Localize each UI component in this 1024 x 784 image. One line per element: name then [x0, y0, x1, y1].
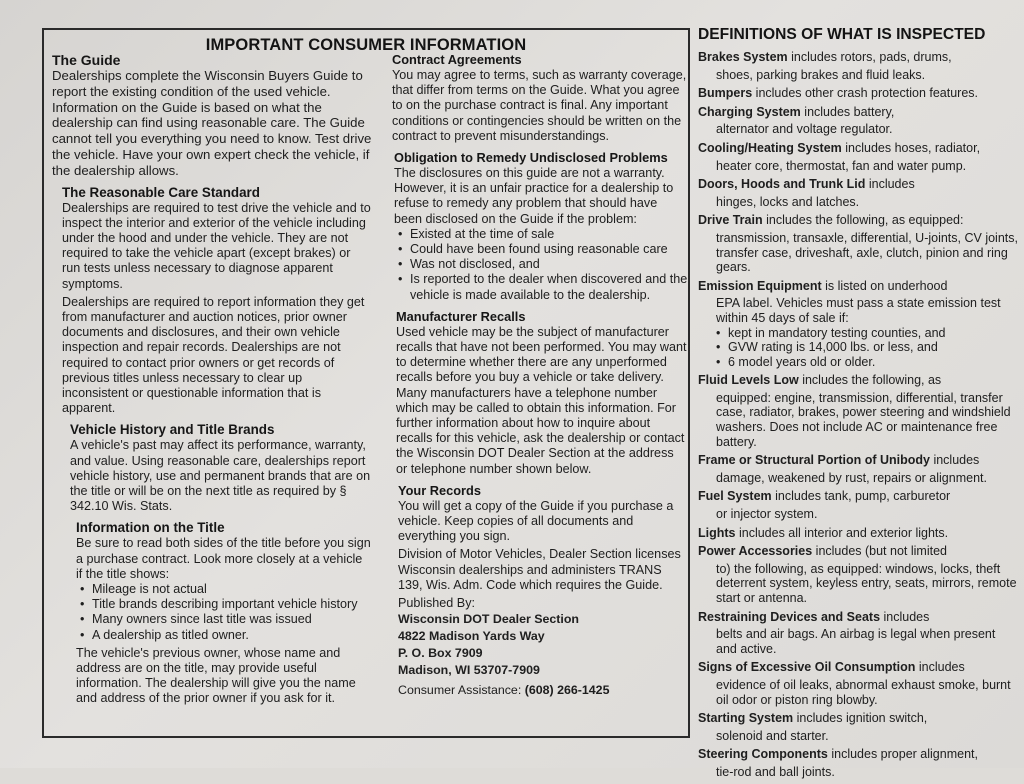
definitions-title: DEFINITIONS OF WHAT IS INSPECTED	[698, 26, 986, 43]
remedy-bullets	[394, 227, 688, 303]
text-remedy: The disclosures on this guide are not a warranty. However, it is an unfair practice for a dealership to refuse to remedy any problem that should have been disclosed on the Guide if the problem:	[394, 166, 674, 226]
assist-phone: (608) 266-1425	[524, 683, 610, 698]
def-cont: to) the following, as equipped: windows, locks, theft deterrent system, keyless entry, seats, mirrors, remote start or antenna.	[716, 561, 1017, 605]
def-text: includes tank, pump, carburetor	[771, 489, 951, 504]
def-drive-train	[698, 213, 1018, 274]
list-item: • Is reported to the dealer when discovered and the vehicle is made available to the dealership.	[408, 272, 688, 302]
def-cont: heater core, thermostat, fan and water pump.	[716, 158, 967, 173]
title-bullets	[76, 582, 372, 643]
def-steering	[698, 747, 1018, 779]
def-cont: hinges, locks and latches.	[716, 194, 860, 209]
def-frame	[698, 453, 1018, 485]
address-line-4: Madison, WI 53707-7909	[398, 663, 540, 678]
def-charging	[698, 105, 1018, 137]
def-cont: equipped: engine, transmission, differential, transfer case, radiator, brakes, power steering and windshield washers. Does not include AC or maintenance free battery.	[716, 390, 1011, 449]
list-item: • 6 model years old or older.	[726, 355, 1018, 370]
def-cont: solenoid and starter.	[716, 728, 829, 743]
def-emission	[698, 279, 1018, 370]
def-power-accessories	[698, 544, 1018, 605]
def-cont: EPA label. Vehicles must pass a state emission test within 45 days of sale if:	[716, 296, 1001, 325]
section-vehicle-history	[52, 422, 372, 514]
def-cont: or injector system.	[716, 507, 818, 522]
section-remedy	[392, 150, 688, 303]
def-text: includes the following, as	[798, 373, 942, 388]
def-cont: shoes, parking brakes and fluid leaks.	[716, 67, 926, 82]
def-text: includes ignition switch,	[793, 711, 928, 726]
text-care-p1: Dealerships are required to test drive the vehicle and to inspect the interior and exterior of the vehicle including under the hood and under the vehicle. They are not required to take the vehicle apart (except brakes) or run tests unless necessary to diagnose apparent symptoms.	[62, 200, 371, 291]
list-item: • kept in mandatory testing counties, and	[726, 326, 1018, 341]
def-cooling	[698, 141, 1018, 173]
left-column	[52, 52, 372, 713]
list-item: • GVW rating is 14,000 lbs. or less, and	[726, 340, 1018, 355]
def-text: includes	[915, 660, 965, 675]
def-starting	[698, 711, 1018, 743]
text-the-guide	[52, 68, 372, 179]
def-text: includes	[929, 453, 980, 468]
heading-the-guide: The Guide	[52, 52, 121, 68]
def-text: includes rotors, pads, drums,	[787, 50, 952, 64]
list-item: • Mileage is not actual	[90, 582, 372, 597]
heading-contract: Contract Agreements	[392, 52, 522, 67]
def-term: Power Accessories	[698, 544, 813, 559]
def-text: includes the following, as equipped:	[762, 213, 964, 228]
def-term: Cooling/Heating System	[698, 140, 842, 155]
heading-vehicle-history: Vehicle History and Title Brands	[70, 422, 275, 438]
def-lights	[698, 526, 1018, 541]
def-term: Steering Components	[698, 747, 828, 762]
assist-label: Consumer Assistance:	[398, 683, 522, 698]
def-restraining	[698, 610, 1018, 657]
section-reasonable-care	[52, 185, 372, 417]
def-text: includes other crash protection features.	[752, 86, 979, 101]
def-term: Lights	[698, 525, 736, 540]
text-care-p2: Dealerships are required to report information they get from manufacturer and auction notices, prior owner documents and disclosures, and their own vehicle inspection and repair records. Dealerships are not required to contact prior owners or get records of previous titles unless necessary to clear up inconsistent or questionable information that is apparent.	[62, 294, 365, 416]
list-item: • Existed at the time of sale	[408, 227, 688, 242]
box-title: IMPORTANT CONSUMER INFORMATION	[205, 36, 527, 54]
def-term: Fuel System	[698, 489, 772, 504]
def-cont: tie-rod and ball joints.	[716, 764, 835, 779]
def-fuel	[698, 489, 1018, 521]
middle-column	[392, 52, 688, 703]
def-text: includes all interior and exterior lights.	[735, 525, 949, 540]
guide-text: Dealerships complete the Wisconsin Buyers Guide to report the existing condition of the used vehicle. Information on the Guide is based on what the dealership can find using reasonable care. The Guide cannot tell you everything you need to know. Test drive the vehicle. Have your own expert check the vehicle, if the dealership allows.	[52, 68, 372, 178]
heading-remedy: Obligation to Remedy Undisclosed Problems	[394, 150, 668, 166]
consumer-assistance	[398, 683, 688, 697]
def-cont: belts and air bags. An airbag is legal when present and active.	[716, 627, 996, 656]
heading-title-info: Information on the Title	[76, 520, 225, 536]
section-records	[392, 483, 688, 697]
def-cont: damage, weakened by rust, repairs or alignment.	[716, 470, 987, 485]
def-bumpers	[698, 86, 1018, 101]
def-term: Bumpers	[698, 86, 753, 101]
section-the-guide	[52, 52, 372, 179]
def-term: Brakes System	[698, 50, 788, 64]
list-item: • Could have been found using reasonable care	[408, 242, 688, 257]
def-cont: alternator and voltage regulator.	[716, 122, 893, 137]
address-line-1: Wisconsin DOT Dealer Section	[398, 612, 579, 627]
heading-records: Your Records	[398, 482, 481, 498]
text-vehicle-history: A vehicle's past may affect its performance, warranty, and value. Using reasonable care, dealerships report vehicle history, use and permanent brands that are on the title or will be on the next title as required by § 342.10 Wis. Stats.	[70, 438, 371, 514]
def-cont: evidence of oil leaks, abnormal exhaust smoke, burnt oil odor or piston ring blowby.	[716, 677, 1011, 707]
emission-bullets	[698, 326, 1018, 370]
heading-reasonable-care: The Reasonable Care Standard	[62, 184, 260, 200]
def-oil	[698, 660, 1018, 707]
text-contract: You may agree to terms, such as warranty coverage, that differ from terms on the Guide. What you agree to on the purchase contract is final. Any important conditions or contingencies should be written on the contract to prevent misunderstandings.	[392, 68, 687, 143]
address-line-2: 4822 Madison Yards Way	[398, 629, 545, 644]
def-text: is listed on underhood	[821, 278, 948, 293]
def-text: includes hoses, radiator,	[841, 140, 981, 155]
text-records-p2: Division of Motor Vehicles, Dealer Section licenses Wisconsin dealerships and administers TRANS 139, Wis. Adm. Code which requires the Guide.	[398, 547, 681, 592]
def-text: includes (but not limited	[812, 544, 947, 559]
section-title-info	[52, 520, 372, 706]
section-recalls	[392, 309, 688, 477]
def-term: Restraining Devices and Seats	[698, 609, 881, 624]
address-line-3: P. O. Box 7909	[398, 646, 483, 661]
published-by: Published By:	[398, 596, 476, 611]
heading-recalls: Manufacturer Recalls	[396, 308, 526, 324]
list-item: • Title brands describing important vehicle history	[90, 597, 372, 612]
def-term: Doors, Hoods and Trunk Lid	[698, 177, 866, 192]
def-fluid-levels	[698, 373, 1018, 449]
text-recalls: Used vehicle may be the subject of manufacturer recalls that have not been performed. You may want to determine whether there are any unperformed recalls before you buy a vehicle or take delivery. Many manufacturers have a telephone number which may be called to obtain this information. For further information about how to inquire about recalls for this vehicle, ask the dealership or contact the Wisconsin DOT Dealer Section at the address or telephone number shown below.	[396, 324, 687, 476]
text-title-outro: The vehicle's previous owner, whose name and address are on the title, may provide useful information. The dealership will give you the name and address of the prior owner if you ask for it.	[76, 645, 356, 706]
def-brakes	[698, 50, 1018, 82]
list-item: • A dealership as titled owner.	[90, 628, 372, 643]
text-records-p1: You will get a copy of the Guide if you purchase a vehicle. Keep copies of all documents and everything you sign.	[398, 498, 674, 544]
def-term: Fluid Levels Low	[698, 373, 799, 388]
def-text: includes	[865, 177, 915, 192]
def-doors	[698, 177, 1018, 209]
def-text: includes battery,	[800, 104, 895, 119]
text-title-intro: Be sure to read both sides of the title before you sign a purchase contract. Look more closely at a vehicle if the title shows:	[76, 536, 371, 581]
def-term: Emission Equipment	[698, 278, 822, 293]
def-text: includes proper alignment,	[827, 747, 978, 762]
consumer-info-box	[42, 28, 690, 738]
def-text: includes	[880, 609, 930, 624]
definitions-column	[698, 26, 1018, 784]
list-item: • Many owners since last title was issued	[90, 612, 372, 627]
def-cont: transmission, transaxle, differential, U-joints, CV joints, transfer case, driveshaft, axle, clutch, pinion and ring gears.	[716, 230, 1018, 275]
def-term: Signs of Excessive Oil Consumption	[698, 660, 916, 675]
def-term: Charging System	[698, 104, 801, 119]
def-term: Drive Train	[698, 213, 763, 228]
def-term: Starting System	[698, 711, 794, 726]
def-term: Frame or Structural Portion of Unibody	[698, 453, 930, 468]
list-item: • Was not disclosed, and	[408, 257, 688, 272]
section-contract	[392, 52, 688, 144]
